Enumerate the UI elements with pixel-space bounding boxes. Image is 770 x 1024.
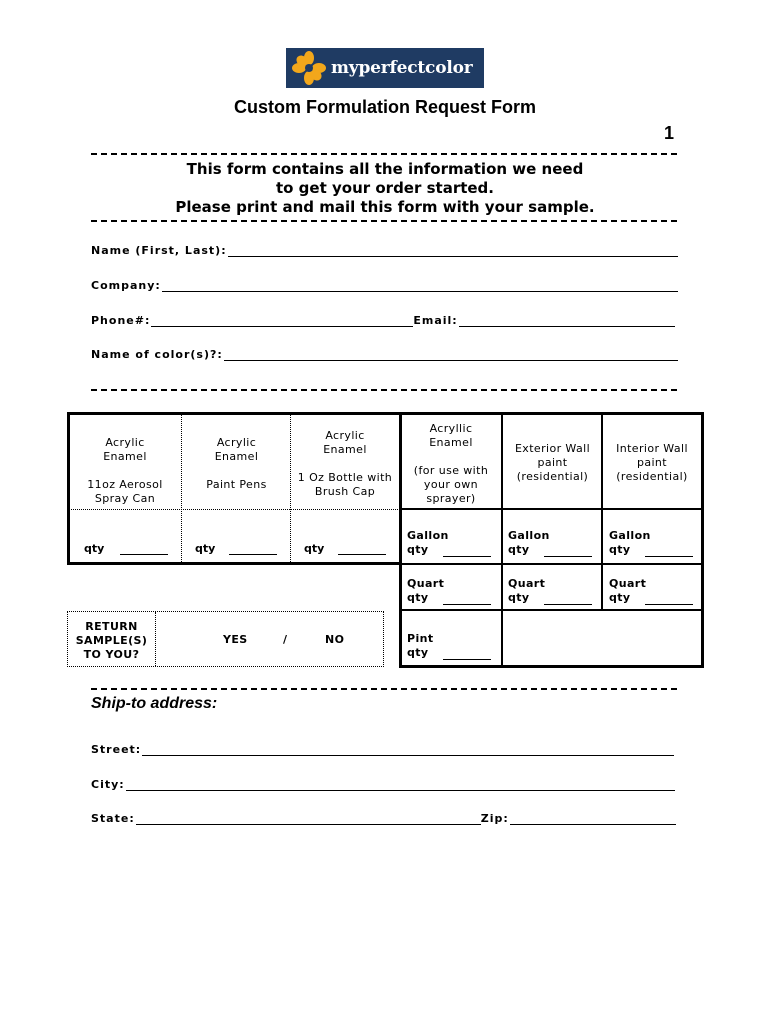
product-name: Acrylic Enamel — [214, 436, 259, 463]
city-line[interactable] — [126, 780, 675, 791]
product-name: Acryllic Enamel — [429, 422, 473, 449]
table-divider — [181, 414, 182, 562]
table-divider — [69, 509, 400, 510]
qty-pens[interactable] — [195, 542, 277, 555]
gallon-label: Gallon — [609, 529, 651, 542]
quart-exterior[interactable] — [508, 577, 592, 605]
qty-line[interactable] — [120, 545, 168, 555]
qty-line[interactable] — [443, 595, 491, 605]
product-format: 11oz Aerosol Spray Can — [87, 478, 163, 505]
qty-line[interactable] — [443, 650, 491, 660]
qty-line[interactable] — [645, 595, 693, 605]
qty-label: qty — [407, 543, 429, 556]
qty-line[interactable] — [443, 547, 491, 557]
email-line[interactable] — [459, 316, 675, 327]
table-divider — [401, 563, 701, 565]
gallon-sprayer[interactable] — [407, 529, 491, 557]
qty-line[interactable] — [544, 547, 592, 557]
quart-label: Quart — [609, 577, 647, 590]
qty-label: qty — [508, 543, 530, 556]
page-number: 1 — [664, 123, 675, 143]
company-line[interactable] — [162, 281, 678, 292]
pint-sprayer[interactable] — [407, 632, 491, 660]
product-name: Acrylic Enamel — [323, 429, 367, 456]
product-aerosol — [70, 436, 180, 506]
color-name-label: Name of color(s)?: — [91, 348, 223, 361]
qty-line[interactable] — [645, 547, 693, 557]
divider — [91, 153, 677, 155]
city-field[interactable] — [91, 778, 675, 791]
qty-line[interactable] — [544, 595, 592, 605]
product-name: Exterior Wall paint (residential) — [514, 442, 591, 483]
intro-line: This form contains all the information we need — [186, 160, 584, 178]
return-sample-label: RETURN SAMPLE(S) TO YOU? — [75, 620, 148, 661]
gallon-label: Gallon — [508, 529, 550, 542]
qty-label: qty — [407, 591, 429, 604]
street-label: Street: — [91, 743, 142, 756]
flower-icon — [291, 50, 327, 86]
product-sprayer — [402, 422, 500, 506]
return-sample-box — [67, 611, 384, 667]
email-label: Email: — [413, 314, 458, 327]
intro-line: Please print and mail this form with your sample. — [175, 198, 595, 216]
divider — [91, 389, 677, 391]
city-label: City: — [91, 778, 125, 791]
product-bottle — [292, 429, 398, 499]
quart-interior[interactable] — [609, 577, 693, 605]
pint-label: Pint — [407, 632, 434, 645]
table-divider — [290, 414, 291, 562]
name-line[interactable] — [228, 246, 678, 257]
zip-label: Zip: — [480, 812, 509, 825]
divider — [91, 688, 677, 690]
name-field[interactable] — [91, 244, 678, 257]
product-note: (for use with your own sprayer) — [413, 464, 489, 505]
company-field[interactable] — [91, 279, 678, 292]
return-slash: / — [283, 633, 288, 646]
table-border — [701, 412, 704, 667]
return-no-option[interactable]: NO — [325, 633, 345, 646]
product-pens — [183, 436, 290, 492]
qty-label: qty — [407, 646, 429, 659]
street-line[interactable] — [142, 745, 674, 756]
phone-label: Phone#: — [91, 314, 151, 327]
qty-line[interactable] — [229, 545, 277, 555]
product-exterior — [504, 442, 601, 484]
return-divider — [155, 612, 156, 666]
name-label: Name (First, Last): — [91, 244, 227, 257]
gallon-exterior[interactable] — [508, 529, 592, 557]
ship-to-heading: Ship-to address: — [91, 695, 218, 712]
quart-label: Quart — [407, 577, 445, 590]
table-border — [67, 562, 401, 565]
product-format: Paint Pens — [206, 478, 267, 491]
zip-line[interactable] — [510, 814, 676, 825]
brand-logo — [286, 48, 484, 88]
state-label: State: — [91, 812, 135, 825]
product-format: 1 Oz Bottle with Brush Cap — [297, 471, 393, 498]
table-divider — [401, 508, 701, 510]
qty-aerosol[interactable] — [84, 542, 168, 555]
phone-line[interactable] — [151, 316, 413, 327]
product-name: Acrylic Enamel — [103, 436, 147, 463]
divider — [91, 220, 677, 222]
phone-email-field[interactable] — [91, 314, 678, 327]
qty-label: qty — [84, 542, 105, 555]
qty-label: qty — [609, 591, 631, 604]
qty-line[interactable] — [338, 545, 386, 555]
intro-text — [0, 160, 770, 217]
table-divider — [401, 609, 701, 611]
qty-label: qty — [195, 542, 216, 555]
color-name-line[interactable] — [224, 350, 678, 361]
company-label: Company: — [91, 279, 161, 292]
logo-wordmark: myperfectcolor — [331, 58, 473, 78]
product-name: Interior Wall paint (residential) — [616, 442, 688, 483]
table-divider — [501, 414, 503, 666]
qty-bottle[interactable] — [304, 542, 386, 555]
state-zip-field[interactable] — [91, 812, 676, 825]
qty-label: qty — [609, 543, 631, 556]
quart-sprayer[interactable] — [407, 577, 491, 605]
table-border — [67, 412, 704, 415]
gallon-label: Gallon — [407, 529, 449, 542]
quart-label: Quart — [508, 577, 546, 590]
gallon-interior[interactable] — [609, 529, 693, 557]
state-line[interactable] — [136, 814, 481, 825]
return-yes-option[interactable]: YES — [223, 633, 248, 646]
table-border — [399, 665, 704, 668]
color-name-field[interactable] — [91, 348, 678, 361]
product-interior — [603, 442, 701, 484]
qty-label: qty — [508, 591, 530, 604]
intro-line: to get your order started. — [275, 179, 494, 197]
street-field[interactable] — [91, 743, 674, 756]
qty-label: qty — [304, 542, 325, 555]
form-title: Custom Formulation Request Form — [233, 97, 536, 117]
